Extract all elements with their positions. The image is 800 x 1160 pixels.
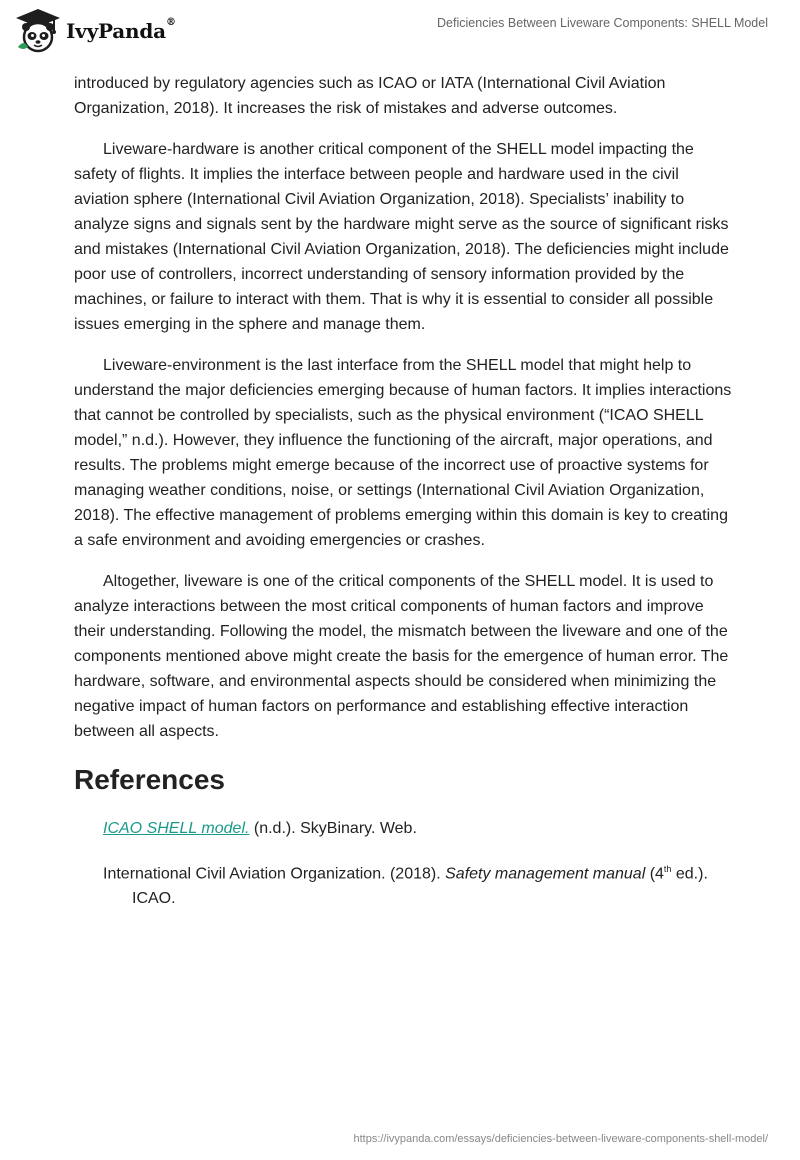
footer-url[interactable]: https://ivypanda.com/essays/deficiencies-between-liveware-components-shell-model/ <box>353 1133 768 1145</box>
reference-entry <box>103 816 734 841</box>
body-paragraph: Liveware-environment is the last interface from the SHELL model that might help to understand the major deficiencies emerging because of human factors. It implies interactions that cannot be controlled by specialists, such as the physical environment (“ICAO SHELL model,” n.d.). However, they influence the functioning of the aircraft, major operations, and results. The problems might emerge because of the incorrect use of proactive systems for managing weather conditions, noise, or settings (International Civil Aviation Organization, 2018). The effective management of problems emerging within this domain is key to creating a safe environment and avoiding emergencies or crashes. <box>74 357 732 549</box>
page-header <box>0 0 800 70</box>
reference-edition-suffix: th <box>663 864 672 874</box>
body-paragraph: introduced by regulatory agencies such as ICAO or IATA (International Civil Aviation Organization, 2018). It increases the risk of mistakes and adverse outcomes. <box>74 75 666 117</box>
panda-mortarboard-icon <box>14 7 62 55</box>
reference-title: Safety management manual <box>445 865 646 883</box>
ivypanda-logo[interactable] <box>14 7 176 55</box>
reference-edition: (4 <box>645 865 664 883</box>
reference-author: International Civil Aviation Organization. (2018). <box>103 865 446 883</box>
reference-entry <box>103 857 734 911</box>
document-title: Deficiencies Between Liveware Components: SHELL Model <box>437 16 768 30</box>
reference-publisher: ed.). ICAO. <box>132 865 708 908</box>
logo-name: IvyPanda <box>66 19 166 43</box>
reference-detail: (n.d.). SkyBinary. Web. <box>249 820 417 837</box>
logo-registered-mark: ® <box>165 17 176 28</box>
body-paragraph: Altogether, liveware is one of the critical components of the SHELL model. It is used to analyze interactions between the most critical components of human factors and improve their understanding. Following the model, the mismatch between the liveware and one of the components mentioned above might create the basis for the emergence of human error. The hardware, software, and environmental aspects should be considered when minimizing the negative impact of human factors on performance and establishing effective interaction between all aspects. <box>74 573 729 740</box>
essay-content <box>74 71 734 927</box>
reference-link-icao-shell[interactable]: ICAO SHELL model. <box>103 820 250 837</box>
logo-wordmark <box>66 19 176 43</box>
body-paragraph: Liveware-hardware is another critical component of the SHELL model impacting the safety of flights. It implies the interface between people and hardware used in the civil aviation sphere (International Civil Aviation Organization, 2018). Specialists’ inability to analyze signs and signals sent by the hardware might serve as the source of significant risks and mistakes (International Civil Aviation Organization, 2018). The deficiencies might include poor use of controllers, incorrect understanding of sensory information provided by the machines, or failure to interact with them. That is why it is essential to consider all possible issues emerging in the sphere and manage them. <box>74 141 729 333</box>
references-heading: References <box>74 764 225 795</box>
